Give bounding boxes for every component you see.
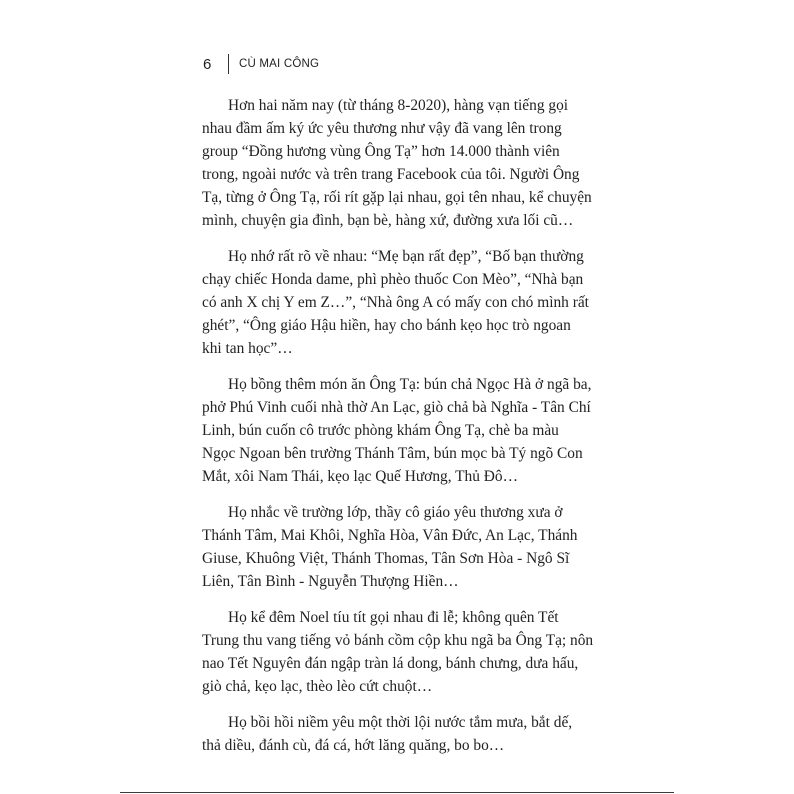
running-head xyxy=(203,52,319,76)
body-text xyxy=(202,94,594,757)
paragraph: Họ bồi hồi niềm yêu một thời lội nước tắm mưa, bắt dế, thả diều, đánh cù, đá cá, hớt lăng quăng, bo bo… xyxy=(202,714,573,754)
page-bottom-edge xyxy=(120,792,674,793)
paragraph: Họ nhớ rất rõ về nhau: “Mẹ bạn rất đẹp”, “Bố bạn thường chạy chiếc Honda dame, phì phèo thuốc Con Mèo”, “Nhà bạn có anh X chị Y em Z…”, “Nhà ông A có mấy con chó mình rất ghét”, “Ông giáo Hậu hiền, hay cho bánh kẹo học trò ngoan khi tan học”… xyxy=(202,248,589,357)
paragraph: Họ nhắc về trường lớp, thầy cô giáo yêu thương xưa ở Thánh Tâm, Mai Khôi, Nghĩa Hòa, Vân Đức, An Lạc, Thánh Giuse, Khuông Việt, Thánh Thomas, Tân Sơn Hòa - Ngô Sĩ Liên, Tân Bình - Nguyễn Thượng Hiền… xyxy=(202,504,578,590)
paragraph: Họ kể đêm Noel tíu tít gọi nhau đi lễ; không quên Tết Trung thu vang tiếng vỏ bánh cồm cộp khu ngã ba Ông Tạ; nôn nao Tết Nguyên đán ngập tràn lá dong, bánh chưng, dưa hấu, giò chả, kẹo lạc, thèo lèo cứt chuột… xyxy=(202,609,594,695)
paragraph: Họ bồng thêm món ăn Ông Tạ: bún chả Ngọc Hà ở ngã ba, phở Phú Vinh cuối nhà thờ An Lạc, giò chả bà Nghĩa - Tân Chí Linh, bún cuốn cô trước phòng khám Ông Tạ, chè ba màu Ngọc Ngoan bên trường Thánh Tâm, bún mọc bà Tý ngõ Con Mắt, xôi Nam Thái, kẹo lạc Quế Hương, Thủ Đô… xyxy=(202,376,592,485)
header-divider xyxy=(228,54,229,74)
paragraph: Hơn hai năm nay (từ tháng 8-2020), hàng vạn tiếng gọi nhau đầm ấm ký ức yêu thương như vậy đã vang lên trong group “Đồng hương vùng Ông Tạ” hơn 14.000 thành viên trong, ngoài nước và trên trang Facebook của tôi. Người Ông Tạ, từng ở Ông Tạ, rối rít gặp lại nhau, gọi tên nhau, kể chuyện mình, chuyện gia đình, bạn bè, hàng xứ, đường xưa lối cũ… xyxy=(202,97,592,229)
author-name: CÙ MAI CÔNG xyxy=(239,58,320,70)
page-number: 6 xyxy=(203,55,212,73)
